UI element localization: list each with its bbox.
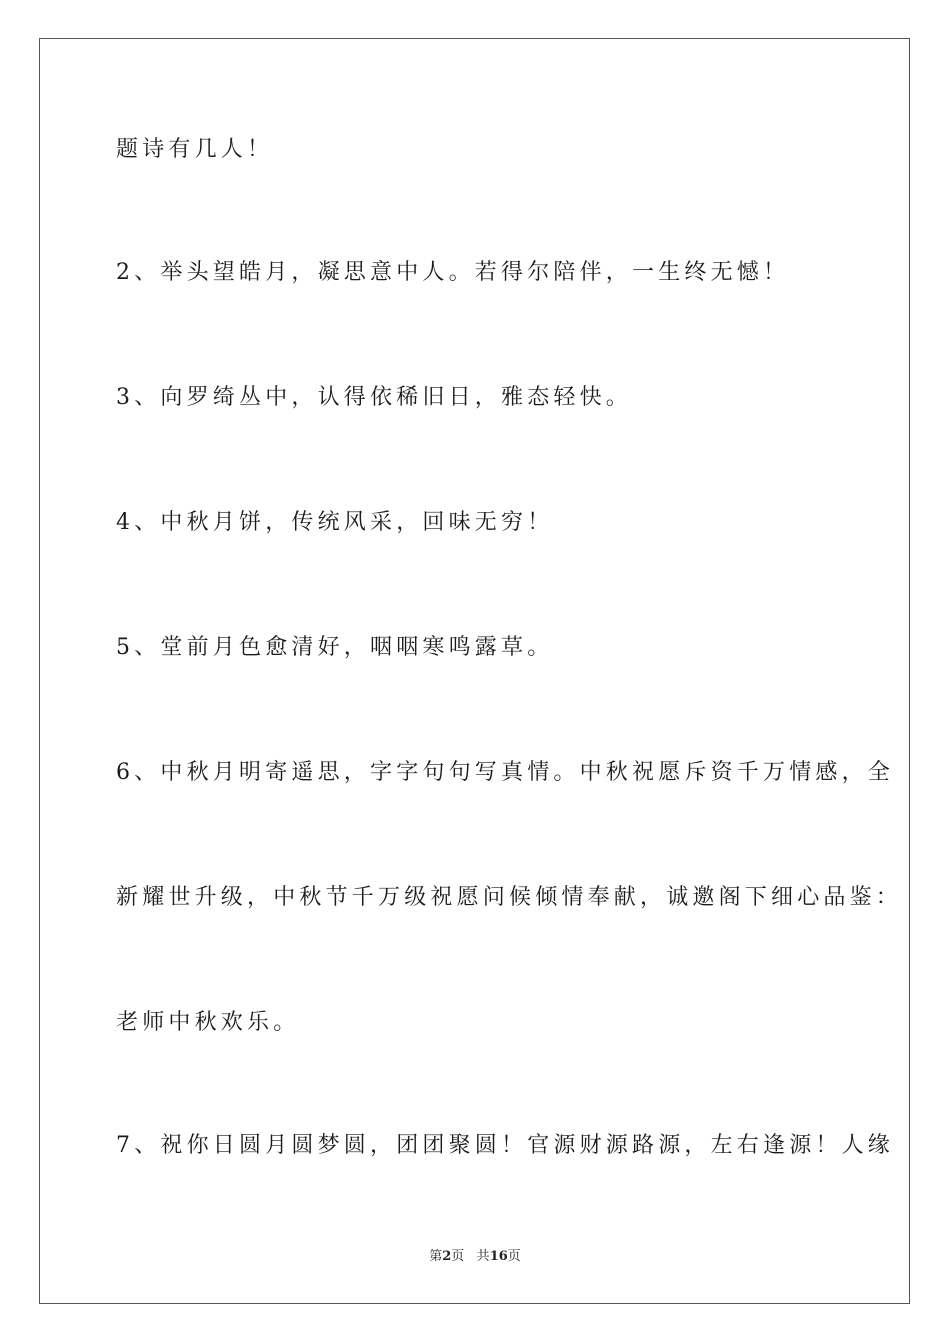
text-line-2: 2、举头望皓月，凝思意中人。若得尔陪伴，一生终无憾！ <box>116 260 790 285</box>
page-frame <box>39 38 910 1304</box>
text-line-6: 6、中秋月明寄遥思，字字句句写真情。中秋祝愿斥资千万情感，全 <box>116 760 894 785</box>
total-pages: 16 <box>489 1249 508 1264</box>
page-footer <box>0 1248 950 1266</box>
text-line-4: 4、中秋月饼，传统风采，回味无穷！ <box>116 510 554 535</box>
page-label-suffix: 页 <box>451 1249 465 1264</box>
page-label-prefix: 第 <box>429 1249 443 1264</box>
total-label-suffix: 页 <box>507 1249 521 1264</box>
page-number: 2 <box>442 1249 452 1264</box>
text-line-7: 新耀世升级，中秋节千万级祝愿问候倾情奉献，诚邀阁下细心品鉴： <box>116 885 903 910</box>
text-line-5: 5、堂前月色愈清好，咽咽寒鸣露草。 <box>116 635 554 660</box>
text-line-9: 7、祝你日圆月圆梦圆，团团聚圆！官源财源路源，左右逢源！人缘 <box>116 1133 894 1158</box>
text-line-8: 老师中秋欢乐。 <box>116 1010 300 1035</box>
total-label-prefix: 共 <box>476 1249 490 1264</box>
text-line-1: 题诗有几人！ <box>116 137 274 162</box>
text-line-3: 3、向罗绮丛中，认得依稀旧日，雅态轻快。 <box>116 385 632 410</box>
